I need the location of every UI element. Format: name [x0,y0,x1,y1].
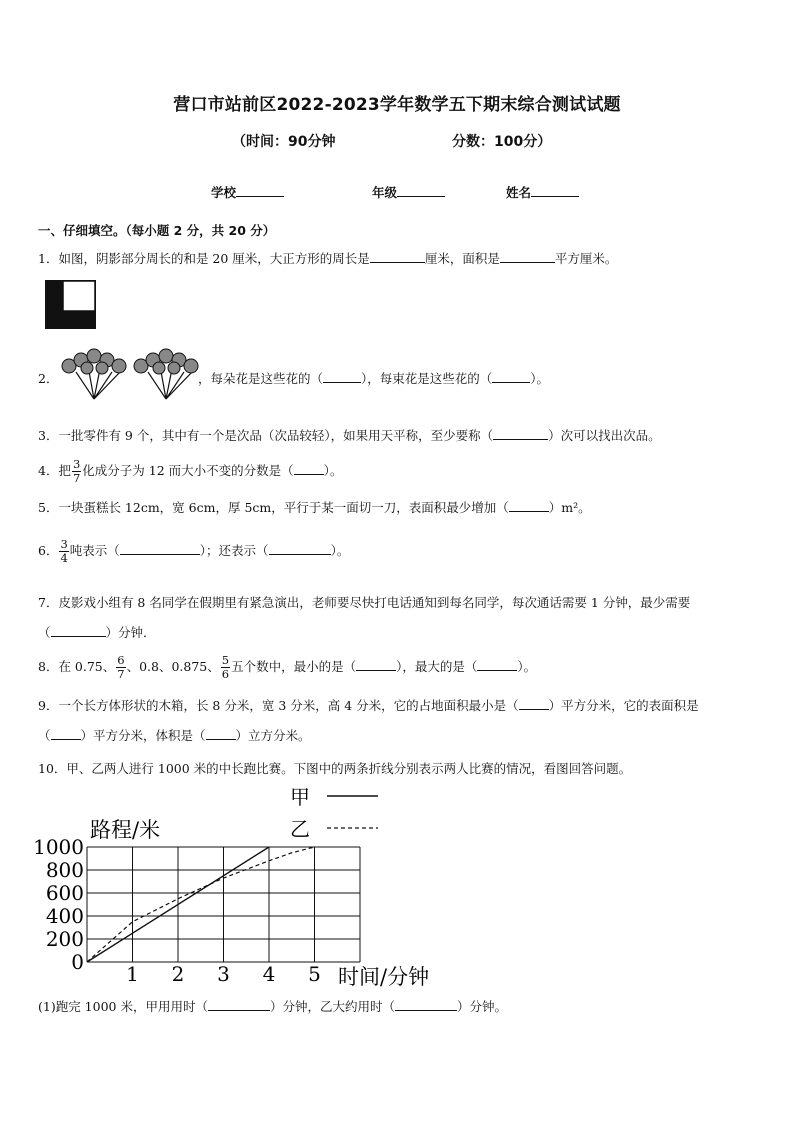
answer-blank[interactable] [120,542,200,555]
y-tick-label: 200 [45,927,84,951]
answer-blank[interactable] [395,998,457,1011]
answer-blank[interactable] [477,658,517,671]
answer-blank[interactable] [269,542,331,555]
exam-time: （时间：90分钟 [232,134,336,150]
question-3: 3．一批零件有 9 个，其中有一个是次品（次品较轻），如果用天平称，至少要称（ ）次可以找出次品。 [38,428,661,443]
race-line-chart [30,780,450,995]
question-9-line1: 9．一个长方体形状的木箱，长 8 分米，宽 3 分米，高 4 分米，它的占地面积最小是（ ）平方分米，它的表面积是 [38,698,699,713]
exam-score: 分数：100分） [452,134,552,150]
name-field: 姓名 [506,183,579,201]
chart-legend [290,785,378,841]
chart-grid [87,847,360,962]
question-10: 10．甲、乙两人进行 1000 米的中长跑比赛。下图中的两条折线分别表示两人比赛的情况，看图回答问题。 [38,761,632,776]
answer-blank[interactable] [492,370,530,383]
fraction: $\frac{3}{7}$ [72,457,81,485]
y-tick-label: 600 [45,881,84,905]
answer-blank[interactable] [370,250,425,263]
y-axis-label: 路程/米 [90,818,161,842]
question-7-line1: 7．皮影戏小组有 8 名同学在假期里有紧急演出，老师要尽快打电话通知到每名同学，每次通话需要 1 分钟，最少需要 [38,595,691,610]
answer-blank[interactable] [493,427,548,440]
flower-bouquets-image [56,346,204,402]
question-8: 8．在 0.75、 $\frac{6}{7}$ 、0.8、0.875、 $\frac{5}{6}$ 五个数中，最小的是（ ），最大的是（ ）。 [38,653,537,681]
question-7-line2: （ ）分钟． [38,625,156,640]
answer-blank[interactable] [356,658,396,671]
answer-blank[interactable] [294,462,324,475]
y-tick-label: 1000 [33,835,84,859]
x-tick-label: 4 [262,962,276,986]
answer-blank[interactable] [519,697,549,710]
question-1: 1．如图，阴影部分周长的和是 20 厘米，大正方形的周长是 厘米，面积是 平方厘米。 [38,251,618,266]
question-4: 4．把 $\frac{3}{7}$ 化成分子为 12 而大小不变的分数是（ ）。 [38,457,343,485]
fraction: $\frac{6}{7}$ [117,653,125,681]
grade-blank[interactable] [397,184,445,197]
answer-blank[interactable] [51,727,81,740]
x-tick-label: 2 [171,962,185,986]
grade-field: 年级 [372,183,445,201]
page-title: 营口市站前区2022-2023学年数学五下期末综合测试试题 [173,95,621,115]
flower-bouquet-right [134,349,198,399]
question-2-number: 2． [38,371,59,386]
x-tick-label: 1 [126,962,139,986]
answer-blank[interactable] [323,370,361,383]
square-figure [45,280,97,330]
question-5: 5．一块蛋糕长 12cm，宽 6cm，厚 5cm，平行于某一面切一刀，表面积最少增加（ ）m²。 [38,500,591,515]
school-field: 学校 [211,183,284,201]
question-10-part1: (1)跑完 1000 米，甲用用时（ ）分钟，乙大约用时（ ）分钟。 [38,999,507,1014]
legend-label-jia: 甲 [290,785,310,809]
school-blank[interactable] [236,184,284,197]
fraction: $\frac{3}{4}$ [60,537,68,565]
question-2: ，每朵花是这些花的（ ），每束花是这些花的（ ）。 [198,371,550,386]
answer-blank[interactable] [51,624,106,637]
name-blank[interactable] [531,184,579,197]
x-tick-label: 5 [308,962,321,986]
y-tick-label: 800 [45,858,84,882]
section-heading: 一、仔细填空。（每小题 2 分，共 20 分） [38,223,276,238]
x-axis-label: 时间/分钟 [338,965,430,989]
series-line-yi [87,847,315,962]
answer-blank[interactable] [206,727,236,740]
y-tick-label: 400 [45,904,84,928]
y-tick-label: 0 [71,950,84,974]
chart-lines [87,847,315,962]
question-6: 6． $\frac{3}{4}$ 吨表示（ ）；还表示（ ）。 [38,537,350,565]
answer-blank[interactable] [509,499,549,512]
fraction: $\frac{5}{6}$ [221,653,230,681]
x-tick-label: 3 [217,962,230,986]
question-9-line2: （ ）平方分米，体积是（ ）立方分米。 [38,728,311,743]
legend-label-yi: 乙 [290,817,310,841]
answer-blank[interactable] [208,998,270,1011]
flower-bouquet-left [62,349,126,399]
answer-blank[interactable] [500,250,555,263]
